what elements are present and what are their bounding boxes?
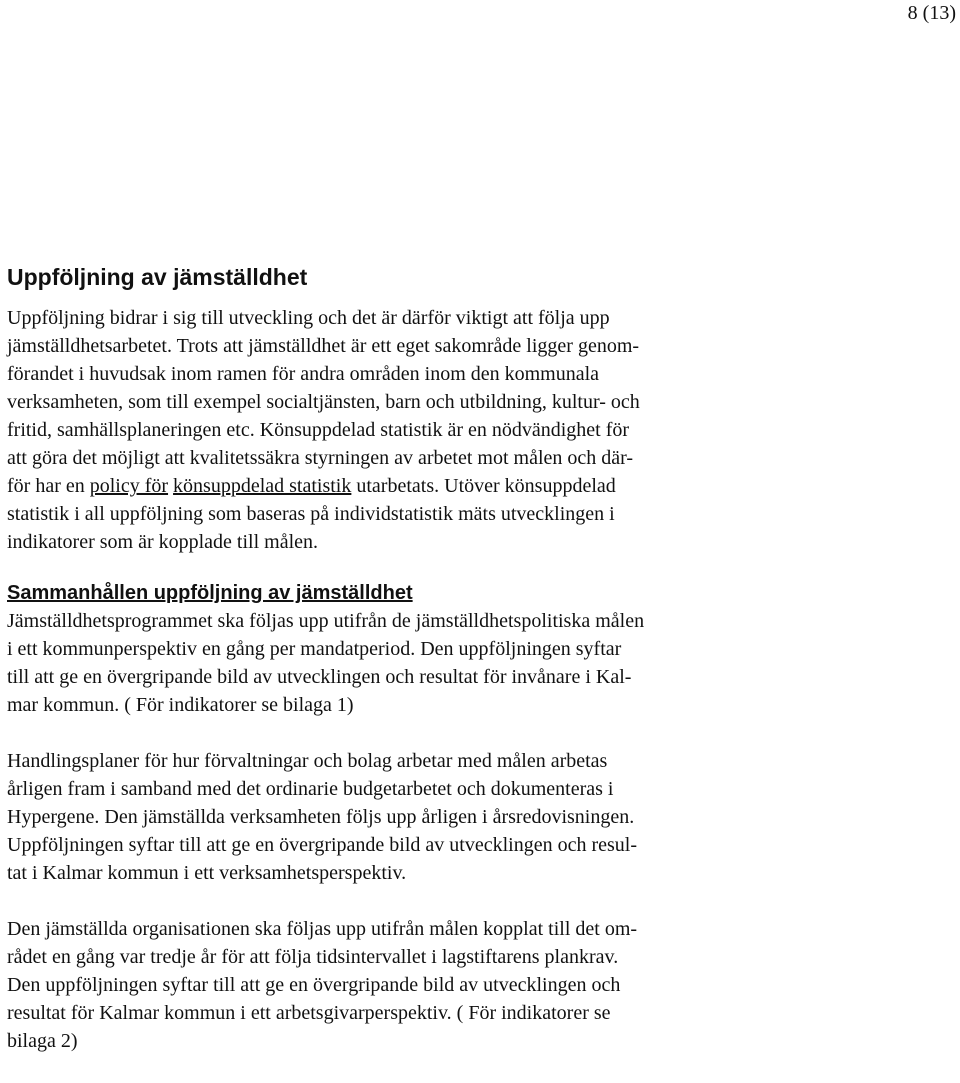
page-number: 8 (13) [907,2,956,24]
paragraph-action-plans [7,747,952,887]
text-line: Den uppföljningen syftar till att ge en övergripande bild av utvecklingen och [7,974,621,996]
paragraph-program [7,607,952,719]
text-line: att göra det möjligt att kvalitetssäkra styrningen av arbetet mot målen och där- [7,447,634,469]
text-line: jämställdhetsarbetet. Trots att jämställdhet är ett eget sakområde ligger genom- [7,335,640,357]
text-line: bilaga 2) [7,1030,78,1052]
text-line: rådet en gång var tredje år för att följa tidsintervallet i lagstiftarens plankrav. [7,946,619,968]
text-line: förandet i huvudsak inom ramen för andra områden inom den kommunala [7,363,600,385]
text-line: mar kommun. ( För indikatorer se bilaga 1) [7,694,354,716]
text-line: Handlingsplaner för hur förvaltningar och bolag arbetar med målen arbetas [7,750,608,772]
text-line: Hypergene. Den jämställda verksamheten följs upp årligen i årsredovisningen. [7,806,635,828]
text-line: indikatorer som är kopplade till målen. [7,531,319,553]
text-line: Den jämställda organisationen ska följas upp utifrån målen kopplat till det om- [7,918,638,940]
text-line: till att ge en övergripande bild av utvecklingen och resultat för invånare i Kal- [7,666,632,688]
document-body [7,262,952,1055]
subheading: Sammanhållen uppföljning av jämställdhet [7,582,413,604]
text-line: Jämställdhetsprogrammet ska följas upp utifrån de jämställdhetspolitiska målen [7,610,645,632]
policy-link[interactable]: policy för [89,475,169,497]
paragraph-intro [7,304,952,556]
text-line: Uppföljning bidrar i sig till utveckling och det är därför viktigt att följa upp [7,307,610,329]
text-line: fritid, samhällsplaneringen etc. Könsuppdelad statistik är en nödvändighet för [7,419,630,441]
text-line: tat i Kalmar kommun i ett verksamhetsperspektiv. [7,862,407,884]
text-line: verksamheten, som till exempel socialtjänsten, barn och utbildning, kultur- och [7,391,640,413]
statistics-link[interactable]: könsuppdelad statistik [173,475,352,497]
text-fragment: för har en [7,475,90,497]
paragraph-organisation [7,915,952,1055]
text-line: i ett kommunperspektiv en gång per mandatperiod. Den uppföljningen syftar [7,638,622,660]
text-line: årligen fram i samband med det ordinarie budgetarbetet och dokumenteras i [7,778,614,800]
text-line [7,472,952,500]
text-fragment: utarbetats. Utöver könsuppdelad [351,475,616,497]
section-heading: Uppföljning av jämställdhet [7,264,308,290]
text-line: resultat för Kalmar kommun i ett arbetsgivarperspektiv. ( För indikatorer se [7,1002,611,1024]
text-line: statistik i all uppföljning som baseras på individstatistik mäts utvecklingen i [7,503,615,525]
text-line: Uppföljningen syftar till att ge en övergripande bild av utvecklingen och resul- [7,834,638,856]
